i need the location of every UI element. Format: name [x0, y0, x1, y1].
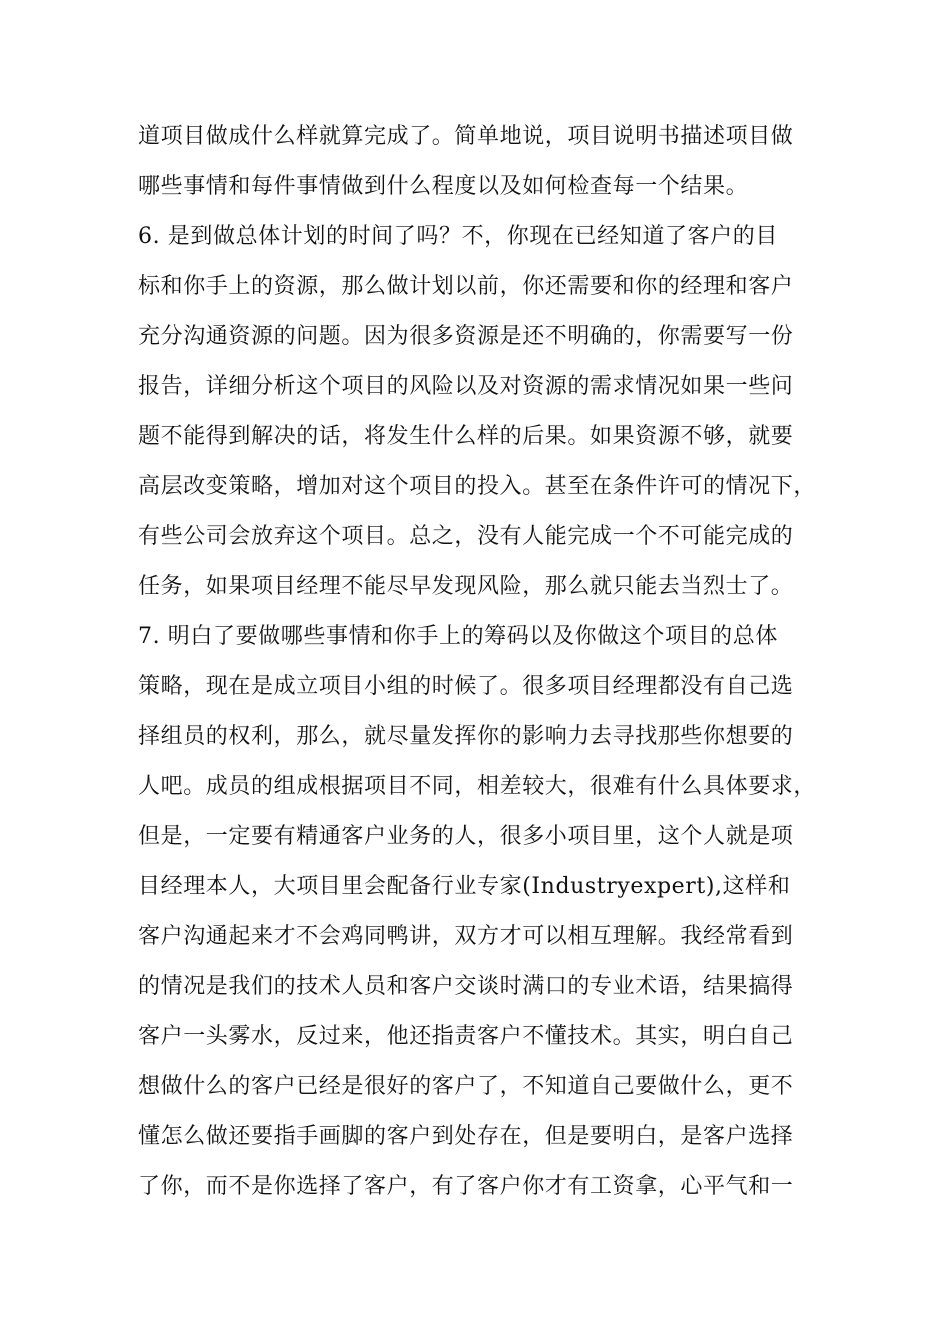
text-line: 任务，如果项目经理不能尽早发现风险，那么就只能去当烈士了。 — [138, 574, 794, 599]
text-line: 客户沟通起来才不会鸡同鸭讲，双方才可以相互理解。我经常看到 — [138, 924, 794, 949]
text-line: 高层改变策略，增加对这个项目的投入。甚至在条件许可的情况下， — [138, 474, 817, 499]
text-line: 有些公司会放弃这个项目。总之，没有人能完成一个不可能完成的 — [138, 524, 794, 549]
text-line: 充分沟通资源的问题。因为很多资源是还不明确的，你需要写一份 — [138, 324, 794, 349]
text-line: 目经理本人，大项目里会配备行业专家(Industryexpert),这样和 — [138, 874, 791, 899]
text-line: 想做什么的客户已经是很好的客户了，不知道自己要做什么，更不 — [138, 1074, 794, 1099]
text-line: 择组员的权利，那么，就尽量发挥你的影响力去寻找那些你想要的 — [138, 724, 794, 749]
text-line: 了你，而不是你选择了客户，有了客户你才有工资拿，心平气和一 — [138, 1174, 794, 1199]
text-line: 报告，详细分析这个项目的风险以及对资源的需求情况如果一些问 — [138, 374, 794, 399]
text-line: 但是，一定要有精通客户业务的人，很多小项目里，这个人就是项 — [138, 824, 794, 849]
text-line: 道项目做成什么样就算完成了。简单地说，项目说明书描述项目做 — [138, 124, 794, 149]
text-line: 人吧。成员的组成根据项目不同，相差较大，很难有什么具体要求， — [138, 774, 817, 799]
text-line: 懂怎么做还要指手画脚的客户到处存在，但是要明白，是客户选择 — [138, 1124, 794, 1149]
text-line: 7. 明白了要做哪些事情和你手上的筹码以及你做这个项目的总体 — [138, 624, 778, 649]
text-line: 标和你手上的资源，那么做计划以前，你还需要和你的经理和客户 — [138, 274, 794, 299]
text-line: 6. 是到做总体计划的时间了吗？不，你现在已经知道了客户的目 — [138, 224, 778, 249]
text-line: 哪些事情和每件事情做到什么程度以及如何检查每一个结果。 — [138, 174, 749, 199]
text-line: 题不能得到解决的话，将发生什么样的后果。如果资源不够，就要 — [138, 424, 794, 449]
text-line: 的情况是我们的技术人员和客户交谈时满口的专业术语，结果搞得 — [138, 974, 794, 999]
text-line: 客户一头雾水，反过来，他还指责客户不懂技术。其实，明白自己 — [138, 1024, 794, 1049]
text-line: 策略，现在是成立项目小组的时候了。很多项目经理都没有自己选 — [138, 674, 794, 699]
